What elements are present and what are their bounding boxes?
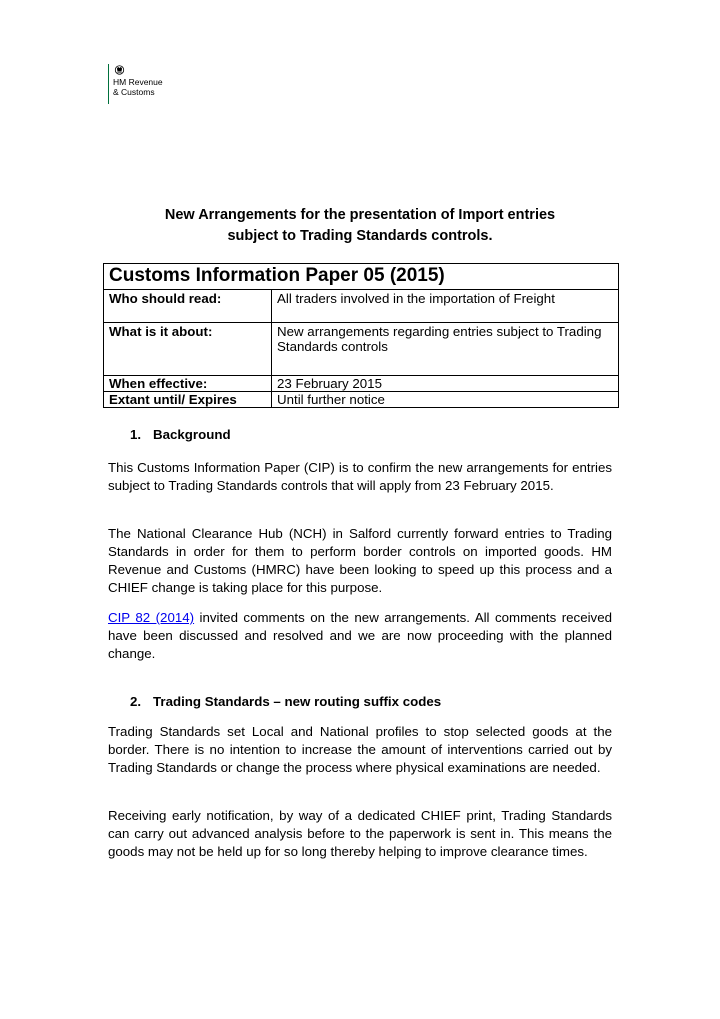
logo-text-line2: & Customs (113, 86, 155, 97)
logo-divider-bar (108, 64, 109, 104)
info-table-heading: Customs Information Paper 05 (2015) (104, 264, 619, 290)
logo-content (113, 64, 163, 104)
info-row-what (104, 323, 619, 376)
title-line-2: subject to Trading Standards controls. (227, 228, 493, 244)
document-title (100, 205, 620, 247)
paragraph: This Customs Information Paper (CIP) is to confirm the new arrangements for entries subject to Trading Standards controls that will apply from 23 February 2015. (108, 460, 612, 493)
logo-text-line1: HM Revenue (113, 77, 163, 87)
info-table-heading-row (104, 264, 619, 290)
paragraph: Receiving early notification, by way of a dedicated CHIEF print, Trading Standards can carry out advanced analysis before to the paperwork is sent in. This means the goods may not be held up for so long thereby helping to improve clearance times. (108, 808, 612, 859)
paragraph: The National Clearance Hub (NCH) in Salford currently forward entries to Trading Standards in order for them to perform border controls on imported goods. HM Revenue and Customs (HMRC) have been looking to speed up this process and a CHIEF change is taking place for this purpose. (108, 526, 612, 595)
info-label: When effective: (104, 376, 272, 392)
section-number: 2. (130, 694, 142, 709)
info-value: All traders involved in the importation of Freight (272, 290, 619, 323)
info-label: Extant until/ Expires (104, 392, 272, 408)
title-line-1: New Arrangements for the presentation of Import entries (164, 207, 556, 223)
cip-82-link[interactable]: CIP 82 (2014) (108, 610, 195, 625)
info-row-when (104, 376, 619, 392)
section-heading-background (130, 427, 231, 442)
paragraph: Trading Standards set Local and National profiles to stop selected goods at the border. There is no intention to increase the amount of interventions carried out by Trading Standards or change the process where physical examinations are needed. (108, 724, 612, 775)
info-row-who (104, 290, 619, 323)
royal-crest-icon (114, 64, 125, 75)
info-table (103, 263, 619, 408)
paragraph-text: invited comments on the new arrangements. All comments received have been discussed and resolved and we are now proceeding with the planned change. (108, 610, 612, 661)
info-row-extant (104, 392, 619, 408)
section-heading-trading-standards (130, 694, 441, 709)
info-value: New arrangements regarding entries subject to Trading Standards controls (272, 323, 619, 376)
info-label: Who should read: (104, 290, 272, 323)
info-label: What is it about: (104, 323, 272, 376)
hmrc-logo (108, 64, 163, 104)
section-title: Background (153, 427, 231, 442)
section-title: Trading Standards – new routing suffix codes (153, 694, 442, 709)
info-value: 23 February 2015 (272, 376, 619, 392)
section-number: 1. (130, 427, 142, 442)
info-value: Until further notice (272, 392, 619, 408)
paragraph (108, 609, 612, 663)
